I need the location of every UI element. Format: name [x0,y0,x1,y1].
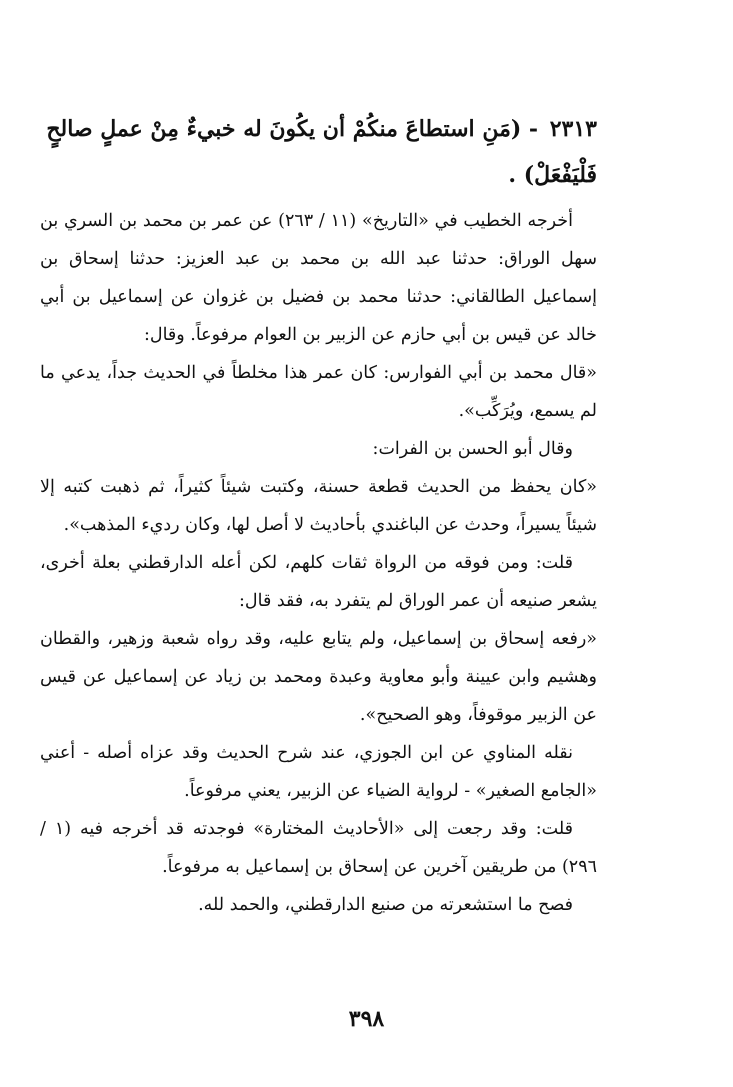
paragraph-quote-daraqutni: «رفعه إسحاق بن إسماعيل، ولم يتابع عليه، وقد رواه شعبة وزهير، والقطان وهشيم وابن عيينة وأبو معاوية وعبدة ومحمد بن زياد عن إسماعيل عن قيس عن الزبير موقوفاً، وهو الصحيح». [40,629,597,725]
paragraph-munawi: نقله المناوي عن ابن الجوزي، عند شرح الحديث وقد عزاه أصله - أعني «الجامع الصغير» - لرواية الضياء عن الزبير، يعني مرفوعاً. [40,743,597,801]
paragraph-conclusion: فصح ما استشعرته من صنيع الدارقطني، والحمد لله. [198,895,573,915]
paragraph-takhrij: أخرجه الخطيب في «التاريخ» (١١ / ٢٦٣) عن عمر بن محمد بن السري بن سهل الوراق: حدثنا عبد الله بن محمد بن عبد العزيز: حدثنا إسحاق بن إسماعيل الطالقاني: حدثنا محمد بن فضيل بن غزوان عن إسماعيل بن أبي خالد عن قيس بن أبي حازم عن الزبير بن العوام مرفوعاً. وقال: [40,211,597,345]
commentary-body [40,202,597,924]
paragraph-qultu-daraqutni: قلت: ومن فوقه من الرواة ثقات كلهم، لكن أعله الدارقطني بعلة أخرى، يشعر صنيعه أن عمر الوراق لم يتفرد به، فقد قال: [40,553,597,611]
paragraph-mukhtara: قلت: وقد رجعت إلى «الأحاديث المختارة» فوجدته قد أخرجه فيه (١ / ٢٩٦) من طريقين آخرين عن إسحاق بن إسماعيل به مرفوعاً. [40,819,597,877]
paragraph-furat-intro: وقال أبو الحسن بن الفرات: [372,439,573,459]
hadith-heading [40,106,597,198]
paragraph-quote-abi-fawaris: «قال محمد بن أبي الفوارس: كان عمر هذا مخلطاً في الحديث جداً، يدعي ما لم يسمع، ويُرَكِّب». [40,363,597,421]
page-number: ٣٩٨ [348,1006,385,1032]
paragraph-quote-furat: «كان يحفظ من الحديث قطعة حسنة، وكتبت شيئاً كثيراً، ثم ذهبت كتبه إلا شيئاً يسيراً، وحدث عن الباغندي بأحاديث لا أصل لها، وكان رديء المذهب». [40,477,597,535]
hadith-text: - (مَنِ استطاعَ منكُمْ أن يكُونَ له خبيءٌ مِنْ عملٍ صالحٍ فَلْيَفْعَلْ) . [46,116,597,188]
hadith-number: ٢٣١٣ [549,116,597,142]
